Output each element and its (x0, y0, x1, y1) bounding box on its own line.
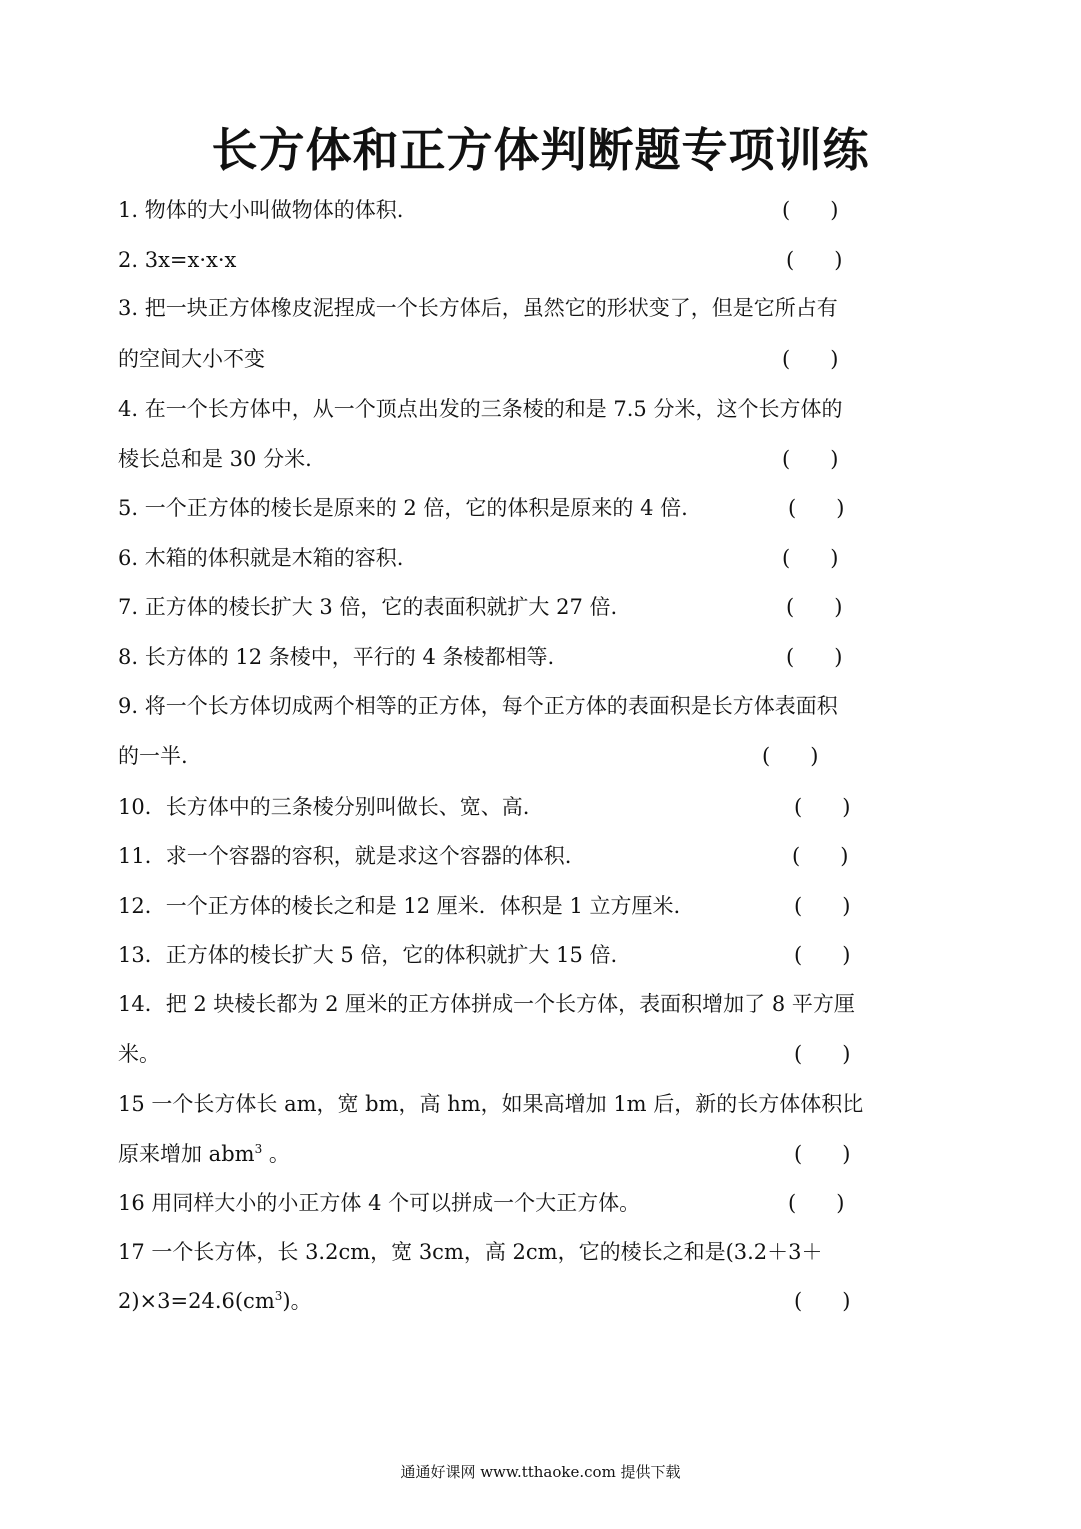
question-6-line-1 (118, 538, 968, 578)
question-11-line-1 (118, 836, 968, 876)
question-text: 6. 木箱的体积就是木箱的容积. (118, 546, 404, 570)
question-text: 2)×3=24.6(cm (118, 1289, 275, 1313)
question-text: 8. 长方体的 12 条棱中，平行的 4 条棱都相等. (118, 645, 555, 669)
question-17-line-1 (118, 1232, 968, 1272)
page-footer: 通通好课网 www.tthaoke.com 提供下载 (400, 1463, 681, 1481)
question-9-line-2 (118, 736, 968, 776)
answer-bracket[interactable]: ( ) (788, 1191, 845, 1215)
question-text: 9. 将一个长方体切成两个相等的正方体，每个正方体的表面积是长方体表面积 (118, 694, 838, 718)
question-9-line-1 (118, 686, 968, 726)
superscript-3: 3 (254, 1142, 263, 1156)
question-15-line-1 (118, 1084, 968, 1124)
question-text: 11．求一个容器的容积，就是求这个容器的体积. (118, 844, 572, 868)
answer-bracket[interactable]: ( ) (794, 1042, 851, 1066)
question-15-line-2 (118, 1134, 968, 1174)
question-16-line-1 (118, 1183, 968, 1223)
answer-bracket[interactable]: ( ) (782, 347, 839, 371)
question-1-line-1 (118, 190, 968, 230)
question-text: 1. 物体的大小叫做物体的体积. (118, 198, 404, 222)
question-text: 5. 一个正方体的棱长是原来的 2 倍，它的体积是原来的 4 倍. (118, 496, 688, 520)
answer-bracket[interactable]: ( ) (782, 198, 839, 222)
question-text: 7. 正方体的棱长扩大 3 倍，它的表面积就扩大 27 倍. (118, 595, 618, 619)
question-text: 12．一个正方体的棱长之和是 12 厘米．体积是 1 立方厘米. (118, 894, 681, 918)
question-text: 的空间大小不变 (118, 347, 265, 371)
question-12-line-1 (118, 886, 968, 926)
question-text: 原来增加 abm (118, 1142, 255, 1166)
page-title: 长方体和正方体判断题专项训练 (211, 123, 870, 177)
answer-bracket[interactable]: ( ) (794, 894, 851, 918)
question-text-tail: )。 (282, 1289, 312, 1313)
answer-bracket[interactable]: ( ) (786, 595, 843, 619)
question-10-line-1 (118, 787, 968, 827)
answer-bracket[interactable]: ( ) (788, 496, 845, 520)
question-text: 3. 把一块正方体橡皮泥捏成一个长方体后，虽然它的形状变了，但是它所占有 (118, 296, 838, 320)
question-3-line-2 (118, 339, 968, 379)
question-text: 的一半. (118, 744, 188, 768)
question-2-line-1 (118, 240, 968, 280)
question-4-line-2 (118, 439, 968, 479)
question-14-line-1 (118, 984, 968, 1024)
question-text: 2. 3x=x·x·x (118, 248, 237, 272)
question-text: 15 一个长方体长 am，宽 bm，高 hm，如果高增加 1m 后，新的长方体体积比 (118, 1092, 864, 1116)
question-4-line-1 (118, 389, 968, 429)
answer-bracket[interactable]: ( ) (782, 447, 839, 471)
answer-bracket[interactable]: ( ) (786, 645, 843, 669)
question-text: 13．正方体的棱长扩大 5 倍，它的体积就扩大 15 倍. (118, 943, 618, 967)
question-8-line-1 (118, 637, 968, 677)
superscript-3: 3 (274, 1289, 283, 1303)
question-text: 米。 (118, 1042, 160, 1066)
question-5-line-1 (118, 488, 968, 528)
question-text: 10．长方体中的三条棱分别叫做长、宽、高. (118, 795, 530, 819)
question-7-line-1 (118, 587, 968, 627)
question-text: 17 一个长方体，长 3.2cm，宽 3cm，高 2cm，它的棱长之和是(3.2＋3＋ (118, 1240, 823, 1264)
question-text: 4. 在一个长方体中，从一个顶点出发的三条棱的和是 7.5 分米，这个长方体的 (118, 397, 843, 421)
answer-bracket[interactable]: ( ) (786, 248, 843, 272)
question-14-line-2 (118, 1034, 968, 1074)
answer-bracket[interactable]: ( ) (794, 795, 851, 819)
question-text: 14．把 2 块棱长都为 2 厘米的正方体拼成一个长方体，表面积增加了 8 平方厘 (118, 992, 855, 1016)
question-text: 16 用同样大小的小正方体 4 个可以拼成一个大正方体。 (118, 1191, 641, 1215)
answer-bracket[interactable]: ( ) (794, 1142, 851, 1166)
question-text: 棱长总和是 30 分米. (118, 447, 312, 471)
question-3-line-1 (118, 288, 968, 328)
answer-bracket[interactable]: ( ) (792, 844, 849, 868)
answer-bracket[interactable]: ( ) (794, 1289, 851, 1313)
answer-bracket[interactable]: ( ) (794, 943, 851, 967)
question-13-line-1 (118, 935, 968, 975)
question-17-line-2 (118, 1281, 968, 1321)
answer-bracket[interactable]: ( ) (782, 546, 839, 570)
answer-bracket[interactable]: ( ) (762, 744, 819, 768)
question-text-tail: 。 (262, 1142, 290, 1166)
